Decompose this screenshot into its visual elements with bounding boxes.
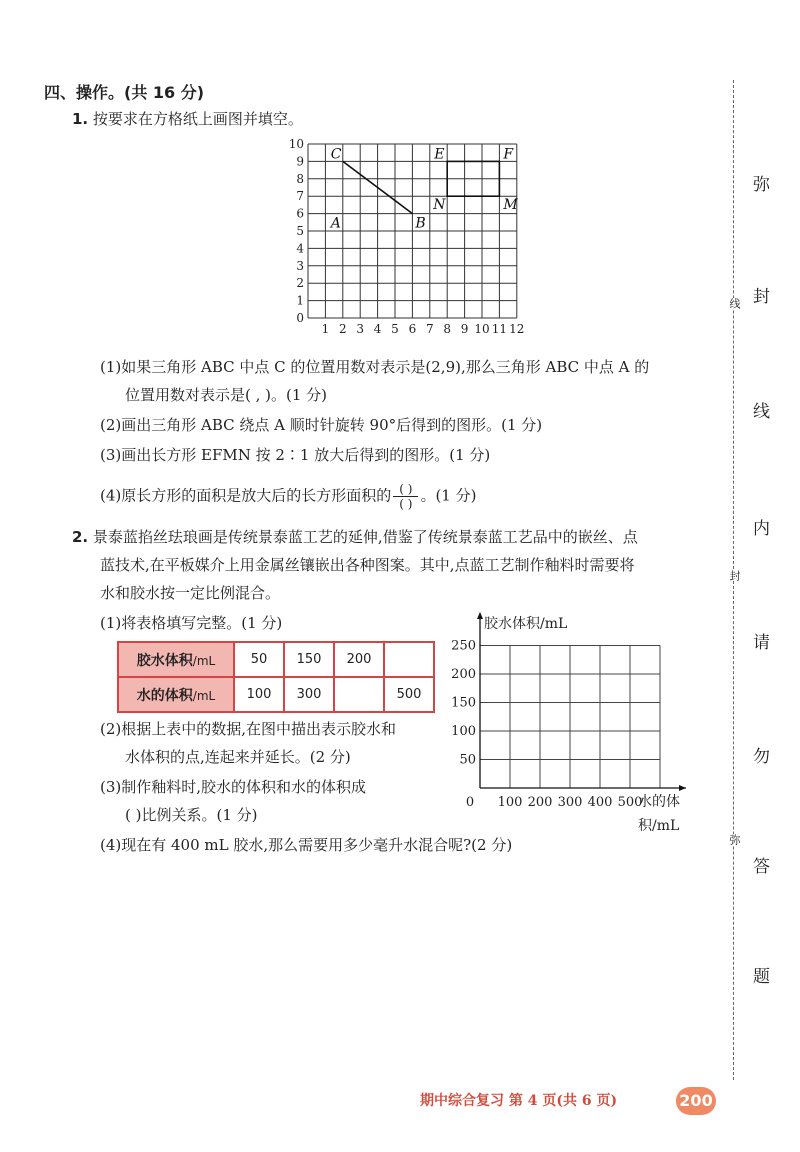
x-tick-label: 500 (617, 795, 643, 810)
y-tick-label: 4 (296, 241, 304, 256)
table-cell: 150 (284, 642, 334, 677)
y-tick-label: 150 (451, 695, 476, 711)
point-label-m: M (503, 197, 518, 214)
y-tick-label: 200 (451, 667, 476, 682)
para-text: 景泰蓝掐丝珐琅画是传统景泰蓝工艺的延伸,借鉴了传统景泰蓝工艺品中的嵌丝、点 (92, 528, 638, 546)
y-tick-label: 50 (459, 752, 476, 768)
x-tick-label: 11 (491, 322, 508, 336)
q2-sub4: (4)现在有 400 mL 胶水,那么需要用多少毫升水混合呢?(2 分) (100, 836, 513, 854)
side-char: 内 (753, 519, 770, 539)
x-tick-label: 9 (460, 322, 469, 336)
question-1 (72, 108, 303, 130)
y-tick-label: 250 (451, 638, 476, 654)
page-number-badge: 200 (676, 1087, 716, 1115)
header-unit: /mL (192, 688, 216, 703)
q1-sub2: (2)画出三角形 ABC 绕点 A 顺时针旋转 90°后得到的图形。(1 分) (100, 416, 543, 434)
table-cell-blank[interactable] (384, 642, 434, 677)
x-tick-label: 8 (443, 322, 452, 336)
header-label: 胶水体积 (136, 652, 193, 669)
x-tick-label: 300 (557, 795, 583, 810)
y-axis-label: 胶水体积/mL (484, 616, 568, 632)
margin-mark: 封 (728, 570, 741, 581)
y-tick-label: 10 (288, 138, 304, 151)
q2-sub2-line1: (2)根据上表中的数据,在图中描出表示胶水和 (100, 720, 397, 738)
q1-sub1-line2: 位置用数对表示是( , )。(1 分) (125, 386, 328, 404)
point-label-e: E (434, 146, 445, 163)
side-char: 请 (753, 633, 770, 653)
y-axis-arrow (477, 612, 483, 619)
point-label-b: B (415, 215, 426, 232)
table-header-water (118, 677, 234, 712)
y-tick-label: 0 (296, 311, 304, 325)
y-tick-label: 9 (296, 154, 304, 169)
y-tick-label: 100 (451, 724, 476, 739)
x-tick-label: 6 (408, 322, 417, 336)
margin-mark: 弥 (728, 834, 741, 845)
q2-sub1: (1)将表格填写完整。(1 分) (100, 614, 283, 632)
point-label-a: A (330, 215, 341, 232)
table-row (118, 677, 434, 712)
table-header-glue (118, 642, 234, 677)
q1-sub4-tail: 。(1 分) (420, 486, 477, 505)
x-axis-label: 积/mL (638, 818, 680, 834)
y-tick-label: 6 (296, 206, 304, 221)
question-2-para-line2: 蓝技术,在平板媒介上用金属丝镶嵌出各种图案。其中,点蓝工艺制作釉料时需要将 (100, 556, 635, 574)
x-tick-label: 12 (509, 322, 525, 336)
section-title: 四、操作。(共 16 分) (44, 83, 205, 102)
x-tick-label: 200 (527, 795, 553, 810)
y-tick-label: 2 (296, 276, 304, 291)
x-tick-label: 5 (391, 322, 399, 336)
x-axis-arrow (679, 785, 686, 791)
side-char: 勿 (753, 747, 770, 767)
table-cell-blank[interactable] (334, 677, 384, 712)
x-tick-label: 1 (321, 322, 330, 336)
x-tick-label: 400 (587, 795, 613, 810)
table-cell: 200 (334, 642, 384, 677)
table-cell: 500 (384, 677, 434, 712)
q1-sub1-line1: (1)如果三角形 ABC 中点 C 的位置用数对表示是(2,9),那么三角形 ABC 中点 A 的 (100, 358, 650, 376)
ratio-table (117, 641, 435, 713)
point-label-c: C (330, 146, 342, 163)
x-tick-label: 2 (338, 322, 347, 336)
header-label: 水的体积 (136, 687, 193, 704)
header-unit: /mL (192, 653, 216, 668)
side-char: 封 (753, 287, 770, 307)
question-number: 1. (72, 110, 89, 128)
x-axis-label: 水的体 (638, 794, 680, 810)
margin-mark: 线 (728, 298, 741, 309)
x-tick-label: 7 (425, 322, 434, 336)
table-cell: 300 (284, 677, 334, 712)
x-tick-label: 10 (474, 322, 490, 336)
point-label-f: F (503, 146, 514, 163)
y-tick-label: 1 (296, 293, 304, 308)
question-2-para-line1 (72, 526, 638, 548)
x-tick-label: 3 (356, 322, 365, 336)
side-char: 弥 (753, 175, 770, 195)
table-cell: 50 (234, 642, 284, 677)
point-label-n: N (433, 197, 446, 214)
question-text: 按要求在方格纸上画图并填空。 (92, 110, 303, 128)
table-row (118, 642, 434, 677)
question-number: 2. (72, 528, 89, 546)
coordinate-grid (280, 138, 540, 338)
y-tick-label: 7 (296, 189, 304, 204)
question-2-para-line3: 水和胶水按一定比例混合。 (100, 584, 281, 602)
side-char: 题 (753, 967, 770, 987)
side-char: 线 (753, 402, 770, 422)
q1-sub4 (100, 482, 476, 511)
y-tick-label: 8 (296, 171, 304, 186)
q2-sub2-line2: 水体积的点,连起来并延长。(2 分) (125, 748, 351, 766)
side-char: 答 (753, 857, 770, 877)
footer-text: 期中综合复习 第 4 页(共 6 页) (420, 1093, 618, 1109)
q2-sub3-line2: ( )比例关系。(1 分) (125, 806, 258, 824)
table-cell: 100 (234, 677, 284, 712)
y-tick-label: 3 (296, 258, 304, 273)
q1-sub3: (3)画出长方形 EFMN 按 2∶1 放大后得到的图形。(1 分) (100, 446, 491, 464)
y-tick-label: 5 (296, 224, 304, 238)
answer-fraction (393, 482, 418, 511)
q1-sub4-text: (4)原长方形的面积是放大后的长方形面积的 (100, 486, 392, 505)
x-tick-label: 0 (465, 795, 475, 810)
x-tick-label: 100 (497, 795, 523, 810)
x-tick-label: 4 (373, 322, 382, 336)
fraction-numerator: ( ) (393, 482, 418, 497)
q2-sub3-line1: (3)制作釉料时,胶水的体积和水的体积成 (100, 778, 367, 796)
volume-chart (440, 608, 720, 838)
fraction-denominator: ( ) (399, 497, 413, 511)
